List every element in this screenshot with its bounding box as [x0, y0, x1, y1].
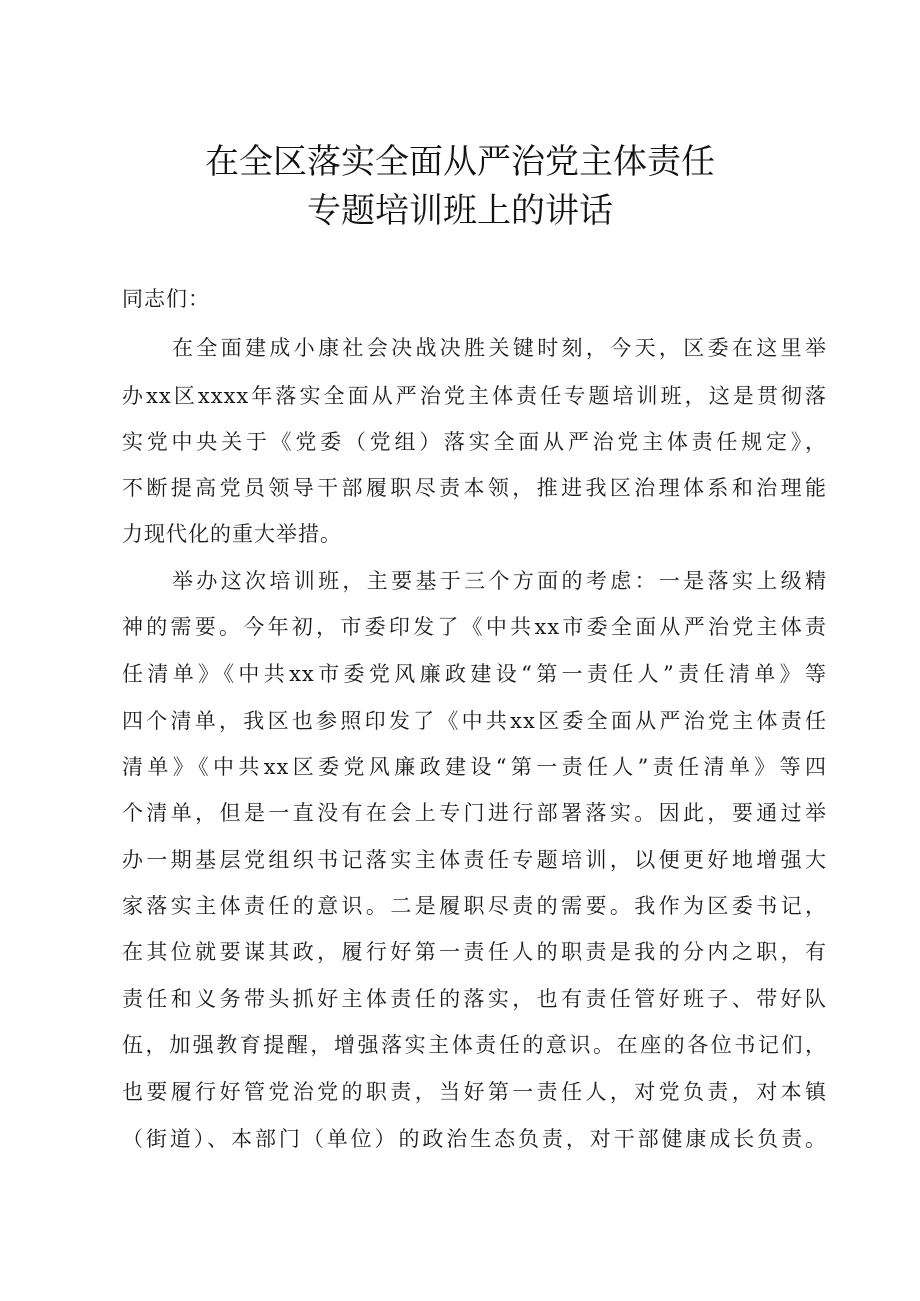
paragraph-2-line: 神的需要。今年初，市委印发了《中共xx市委全面从严治党主体责	[122, 615, 827, 639]
paragraph-2-line: 也要履行好管党治党的职责，当好第一责任人，对党负责，对本镇	[122, 1080, 827, 1104]
paragraph-1-line: 办xx区xxxx年落实全面从严治党主体责任专题培训班，这是贯彻落	[122, 384, 827, 408]
paragraph-2-line: 四个清单，我区也参照印发了《中共xx区委全面从严治党主体责任	[122, 709, 827, 733]
paragraph-2-line: （街道）、本部门（单位）的政治生态负责，对干部健康成长负责。	[122, 1127, 827, 1151]
paragraph-2-line: 举办这次培训班，主要基于三个方面的考虑：一是落实上级精	[172, 569, 827, 593]
paragraph-2-line: 个清单，但是一直没有在会上专门进行部署落实。因此，要通过举	[122, 801, 827, 825]
paragraph-2-line: 在其位就要谋其政，履行好第一责任人的职责是我的分内之职，有	[122, 940, 827, 964]
document-title-line-2: 专题培训班上的讲话	[307, 191, 613, 231]
paragraph-2-line: 办一期基层党组织书记落实主体责任专题培训，以便更好地增强大	[122, 848, 827, 872]
greeting: 同志们：	[122, 287, 210, 311]
paragraph-2-line: 责任和义务带头抓好主体责任的落实，也有责任管好班子、带好队	[122, 987, 827, 1011]
paragraph-2-line: 家落实主体责任的意识。二是履职尽责的需要。我作为区委书记，	[122, 894, 827, 918]
paragraph-2-line: 任清单》《中共xx市委党风廉政建设“第一责任人”责任清单》等	[122, 662, 827, 686]
paragraph-1-line: 在全面建成小康社会决战决胜关键时刻，今天，区委在这里举	[172, 336, 827, 360]
paragraph-1-line: 力现代化的重大举措。	[122, 522, 342, 546]
paragraph-1-line: 不断提高党员领导干部履职尽责本领，推进我区治理体系和治理能	[122, 476, 827, 500]
paragraph-2-line: 伍，加强教育提醒，增强落实主体责任的意识。在座的各位书记们，	[122, 1033, 827, 1057]
paragraph-1-line: 实党中央关于《党委（党组）落实全面从严治党主体责任规定》，	[122, 430, 827, 454]
paragraph-2-line: 清单》《中共xx区委党风廉政建设“第一责任人”责任清单》等四	[122, 755, 827, 779]
document-title-line-1: 在全区落实全面从严治党主体责任	[205, 142, 715, 182]
